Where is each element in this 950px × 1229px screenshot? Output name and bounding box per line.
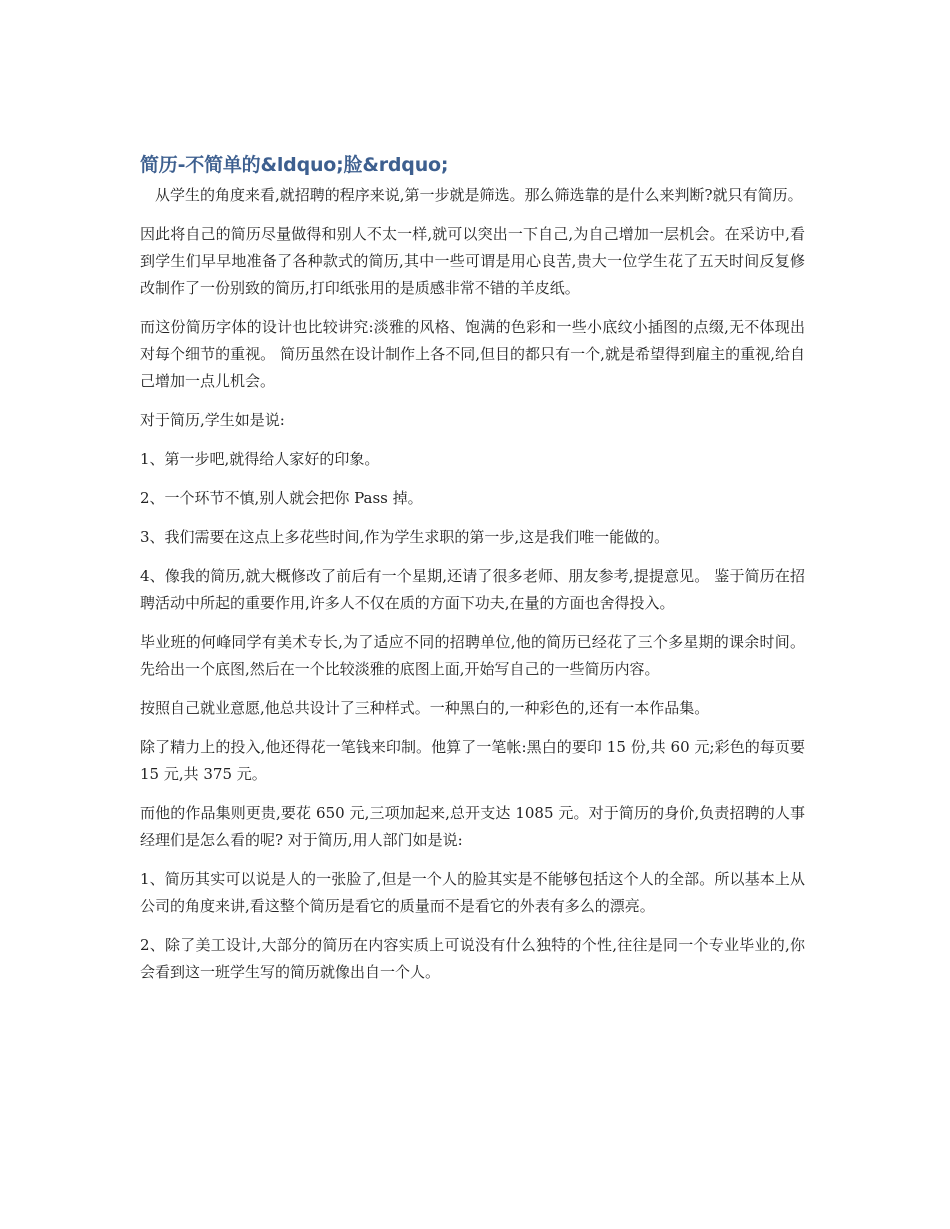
list-item: 3、我们需要在这点上多花些时间,作为学生求职的第一步,这是我们唯一能做的。 xyxy=(140,528,670,546)
paragraph: 而他的作品集则更贵,要花 650 元,三项加起来,总开支达 1085 元。对于简历的身价,负责招聘的人事经理们是怎么看的呢? 对于简历,用人部门如是说: xyxy=(140,804,805,849)
paragraph: 因此将自己的简历尽量做得和别人不太一样,就可以突出一下自己,为自己增加一层机会。在采访中,看到学生们早早地准备了各种款式的简历,其中一些可谓是用心良苦,贵大一位学生花了五天时间反复修改制作了一份别致的简历,打印纸张用的是质感非常不错的羊皮纸。 xyxy=(140,225,805,297)
document-title: 简历-不简单的&ldquo;脸&rdquo; xyxy=(140,154,449,176)
paragraph: 按照自己就业意愿,他总共设计了三种样式。一种黑白的,一种彩色的,还有一本作品集。 xyxy=(140,699,710,717)
list-item: 1、第一步吧,就得给人家好的印象。 xyxy=(140,450,380,468)
list-item: 1、简历其实可以说是人的一张脸了,但是一个人的脸其实是不能够包括这个人的全部。所以基本上从公司的角度来讲,看这整个简历是看它的质量而不是看它的外表有多么的漂亮。 xyxy=(140,870,805,915)
paragraph: 毕业班的何峰同学有美术专长,为了适应不同的招聘单位,他的简历已经花了三个多星期的课余时间。先给出一个底图,然后在一个比较淡雅的底图上面,开始写自己的一些简历内容。 xyxy=(140,633,805,678)
list-item: 2、除了美工设计,大部分的简历在内容实质上可说没有什么独特的个性,往往是同一个专业毕业的,你会看到这一班学生写的简历就像出自一个人。 xyxy=(140,936,805,981)
list-item: 2、一个环节不慎,别人就会把你 Pass 掉。 xyxy=(140,489,423,507)
paragraph: 对于简历,学生如是说: xyxy=(140,411,285,429)
paragraph: 除了精力上的投入,他还得花一笔钱来印制。他算了一笔帐:黑白的要印 15 份,共 60 元;彩色的每页要 15 元,共 375 元。 xyxy=(140,738,805,783)
document-page xyxy=(140,150,805,998)
paragraph: 从学生的角度来看,就招聘的程序来说,第一步就是筛选。那么筛选靠的是什么来判断?就只有简历。 xyxy=(155,186,803,204)
list-item: 4、像我的简历,就大概修改了前后有一个星期,还请了很多老师、朋友参考,提提意见。 鉴于简历在招聘活动中所起的重要作用,许多人不仅在质的方面下功夫,在量的方面也舍得投入。 xyxy=(140,567,805,612)
paragraph: 而这份简历字体的设计也比较讲究:淡雅的风格、饱满的色彩和一些小底纹小插图的点缀,无不体现出对每个细节的重视。 简历虽然在设计制作上各不同,但目的都只有一个,就是希望得到雇主的重视,给自己增加一点儿机会。 xyxy=(140,318,805,390)
